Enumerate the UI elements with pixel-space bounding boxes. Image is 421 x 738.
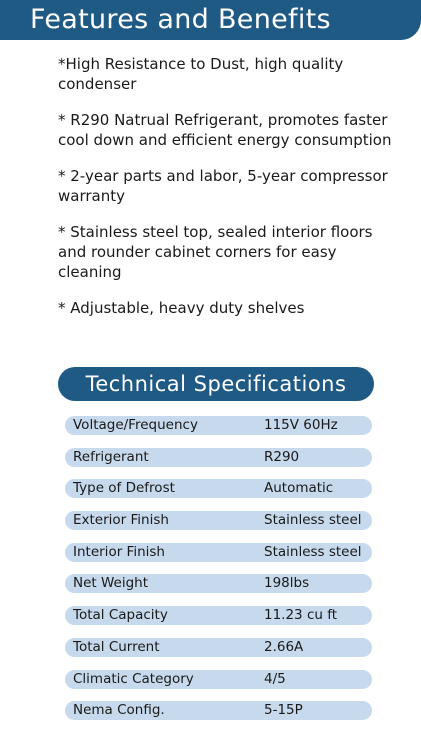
spec-label: Nema Config. bbox=[73, 702, 165, 719]
spec-label: Type of Defrost bbox=[73, 480, 175, 497]
spec-row bbox=[65, 511, 372, 530]
spec-row bbox=[65, 670, 372, 689]
feature-item: * Adjustable, heavy duty shelves bbox=[58, 299, 305, 317]
spec-value: 11.23 cu ft bbox=[264, 607, 338, 624]
spec-value: 4/5 bbox=[264, 670, 286, 687]
features-list bbox=[58, 54, 403, 334]
features-banner bbox=[0, 0, 421, 40]
spec-label: Interior Finish bbox=[73, 543, 165, 560]
spec-label: Voltage/Frequency bbox=[73, 417, 198, 433]
specs-banner bbox=[58, 367, 374, 401]
spec-row bbox=[65, 543, 372, 562]
features-title: Features and Benefits bbox=[30, 4, 331, 35]
spec-row bbox=[65, 448, 372, 467]
spec-row bbox=[65, 416, 372, 435]
spec-label: Refrigerant bbox=[73, 448, 149, 465]
spec-value: Stainless steel bbox=[264, 543, 362, 560]
feature-item: * R290 Natrual Refrigerant, promotes faster cool down and efficient energy consumption bbox=[58, 111, 392, 149]
spec-value: 5-15P bbox=[264, 702, 303, 719]
feature-item: * Stainless steel top, sealed interior floors and rounder cabinet corners for easy cleaning bbox=[58, 223, 373, 281]
specs-title: Technical Specifications bbox=[85, 372, 347, 396]
spec-row bbox=[65, 638, 372, 657]
spec-row bbox=[65, 701, 372, 720]
spec-value: 115V 60Hz bbox=[264, 417, 338, 433]
spec-label: Net Weight bbox=[73, 575, 149, 592]
spec-value: Automatic bbox=[264, 480, 334, 497]
spec-value: 2.66A bbox=[264, 638, 304, 655]
feature-item: * 2-year parts and labor, 5-year compressor warranty bbox=[58, 167, 388, 205]
spec-label: Climatic Category bbox=[73, 670, 194, 687]
spec-row bbox=[65, 479, 372, 498]
spec-label: Total Current bbox=[73, 638, 160, 655]
spec-row bbox=[65, 574, 372, 593]
feature-item: *High Resistance to Dust, high quality condenser bbox=[58, 55, 344, 93]
specs-table bbox=[65, 416, 372, 733]
spec-value: R290 bbox=[264, 448, 300, 465]
spec-row bbox=[65, 606, 372, 625]
spec-label: Exterior Finish bbox=[73, 512, 169, 529]
spec-label: Total Capacity bbox=[73, 607, 168, 624]
spec-value: 198lbs bbox=[264, 575, 310, 592]
spec-value: Stainless steel bbox=[264, 512, 362, 529]
